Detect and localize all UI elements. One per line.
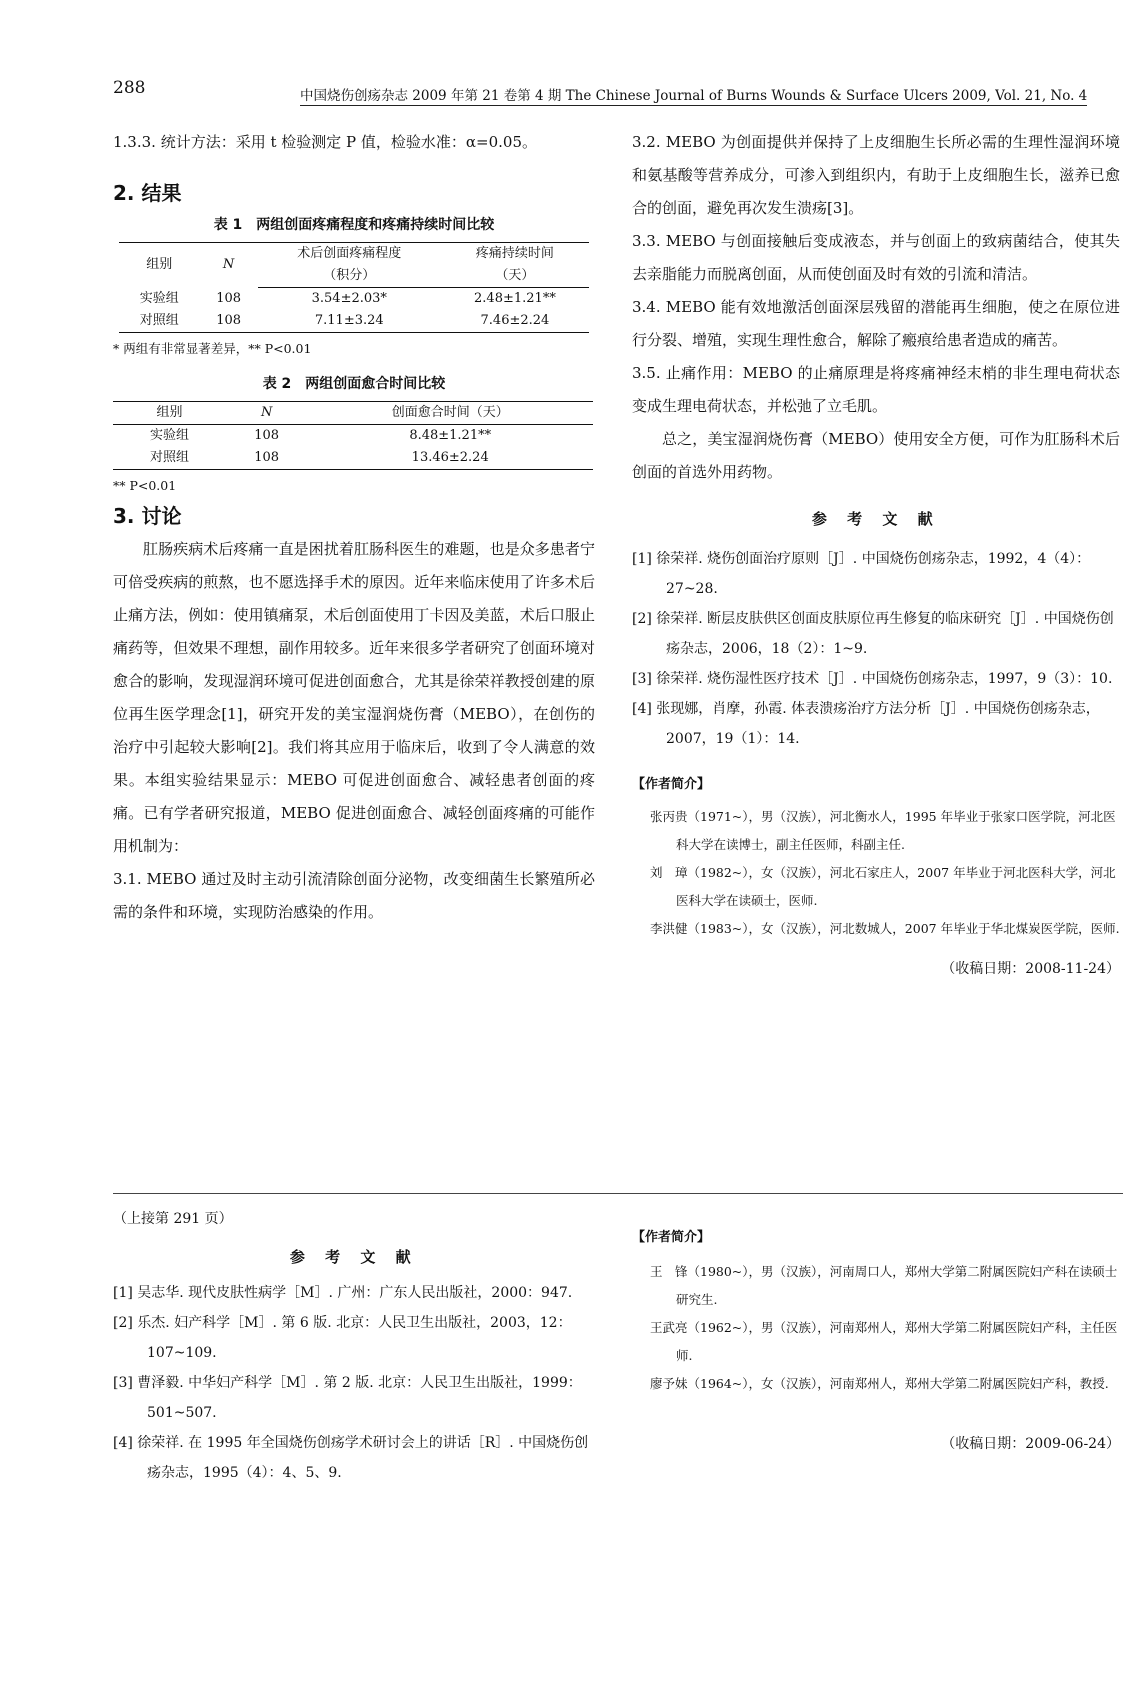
point-3-3: 3.3. MEBO 与创面接触后变成液态，并与创面上的致病菌结合，使其失去亲脂能力而脱离创面，从而使创面及时有效的引流和清洁。 <box>632 232 1120 283</box>
table2-caption: 表 2 两组创面愈合时间比较 <box>262 376 446 392</box>
author-item: 张丙贵（1971~），男（汉族），河北衡水人，1995 年毕业于张家口医学院，河北医科大学在读博士，副主任医师，科副主任. <box>650 809 1116 852</box>
t2-col-group: 组别 <box>113 402 226 425</box>
table-row <box>113 447 593 470</box>
reference-item: [2] 徐荣祥. 断层皮肤供区创面皮肤原位再生修复的临床研究［J］. 中国烧伤创疡杂志，2006，18（2）：1~9. <box>632 611 1114 657</box>
point-3-1: 3.1. MEBO 通过及时主动引流清除创面分泌物，改变细菌生长繁殖所必需的条件和环境，实现防治感染的作用。 <box>113 870 595 921</box>
t1-col-n: N <box>222 257 235 273</box>
received-date: （收稿日期：2008-11-24） <box>941 961 1120 977</box>
t1-col-pain-unit: （积分） <box>258 265 441 288</box>
reference-list <box>113 1278 595 1488</box>
table1-caption: 表 1 两组创面疼痛程度和疼痛持续时间比较 <box>213 217 495 233</box>
t1-col-duration: 疼痛持续时间 <box>475 246 554 261</box>
reference-item: [2] 乐杰. 妇产科学［M］. 第 6 版. 北京：人民卫生出版社，2003，12：107~109. <box>113 1315 572 1361</box>
conclusion: 总之，美宝湿润烧伤膏（MEBO）使用安全方便，可作为肛肠科术后创面的首选外用药物。 <box>632 430 1120 481</box>
bottom-left-block <box>113 1207 595 1488</box>
discussion-heading: 3. 讨论 <box>113 504 182 528</box>
references-heading: 参 考 文 献 <box>289 1248 419 1266</box>
reference-item: [3] 徐荣祥. 烧伤湿性医疗技术［J］. 中国烧伤创疡杂志，1997，9（3）：10. <box>632 671 1113 687</box>
authors-heading: 【作者简介】 <box>632 777 711 792</box>
t1-cell-pain: 7.11±3.24 <box>314 313 384 328</box>
t2-cell-n: 108 <box>254 450 280 465</box>
discussion-paragraph: 肛肠疾病术后疼痛一直是困扰着肛肠科医生的难题，也是众多患者宁可倍受疾病的煎熬，也不愿选择手术的原因。近年来临床使用了许多术后止痛方法，例如：使用镇痛泵，术后创面使用丁卡因及美蓝，术后口服止痛药等，但效果不理想，副作用较多。近年来很多学者研究了创面环境对愈合的影响，发现湿润环境可促进创面愈合，尤其是徐荣祥教授创建的原位再生医学理念[1]，研究开发的美宝湿润烧伤膏（MEBO），在创伤的治疗中引起较大影响[2]。我们将其应用于临床后，收到了令人满意的效果。本组实验结果显示：MEBO 可促进创面愈合、减轻患者创面的疼痛。已有学者研究报道，MEBO 促进创面愈合、减轻创面疼痛的可能作用机制为： <box>113 540 595 855</box>
author-item: 王武亮（1962~），男（汉族），河南郑州人，郑州大学第二附属医院妇产科，主任医师. <box>650 1320 1118 1363</box>
t2-cell-group: 对照组 <box>149 450 189 465</box>
point-3-4: 3.4. MEBO 能有效地激活创面深层残留的潜能再生细胞，使之在原位进行分裂、增殖，实现生理性愈合，解除了瘢痕给患者造成的痛苦。 <box>632 298 1120 349</box>
stat-method: 1.3.3. 统计方法：采用 t 检验测定 P 值，检验水准：α=0.05。 <box>113 133 537 151</box>
author-item: 李洪健（1983~），女（汉族），河北数城人，2007 年毕业于华北煤炭医学院，医师. <box>650 921 1120 936</box>
left-column <box>113 126 595 929</box>
author-list <box>632 803 1120 943</box>
t1-cell-group: 对照组 <box>139 313 179 328</box>
running-title: 中国烧伤创疡杂志 2009 年第 21 卷第 4 期 The Chinese Journal of Burns Wounds & Surface Ulcers 2009, Vol. 21, No. 4 <box>300 84 1087 106</box>
author-item: 廖予妹（1964~），女（汉族），河南郑州人，郑州大学第二附属医院妇产科，教授. <box>650 1376 1109 1391</box>
t2-cell-heal: 13.46±2.24 <box>411 450 489 465</box>
received-date: （收稿日期：2009-06-24） <box>941 1436 1120 1452</box>
results-heading: 2. 结果 <box>113 181 182 205</box>
table2 <box>113 401 593 470</box>
page-number: 288 <box>113 78 146 98</box>
table-row <box>113 425 593 448</box>
reference-item: [4] 张现娜，肖摩，孙霞. 体表溃疡治疗方法分析［J］. 中国烧伤创疡杂志，2007，19（1）：14. <box>632 701 1100 747</box>
reference-list <box>632 544 1120 754</box>
t2-col-n: N <box>226 402 308 425</box>
continued-note: （上接第 291 页） <box>113 1211 233 1227</box>
t1-cell-n: 108 <box>216 313 242 328</box>
author-item: 刘 璋（1982~），女（汉族），河北石家庄人，2007 年毕业于河北医科大学，河北医科大学在读硕士，医师. <box>650 865 1116 908</box>
references-heading: 参 考 文 献 <box>811 510 941 528</box>
t1-col-pain: 术后创面疼痛程度 <box>297 246 402 261</box>
authors-heading: 【作者简介】 <box>632 1230 711 1245</box>
table1-note: * 两组有非常显著差异，** P<0.01 <box>113 341 312 356</box>
t1-cell-duration: 2.48±1.21** <box>474 291 556 306</box>
reference-item: [1] 吴志华. 现代皮肤性病学［M］. 广州：广东人民出版社，2000：947. <box>113 1285 573 1301</box>
reference-item: [3] 曹泽毅. 中华妇产科学［M］. 第 2 版. 北京：人民卫生出版社，1999：501~507. <box>113 1375 582 1421</box>
table2-note: ** P<0.01 <box>113 478 177 493</box>
t1-cell-duration: 7.46±2.24 <box>480 313 550 328</box>
author-item: 王 锋（1980~），男（汉族），河南周口人，郑州大学第二附属医院妇产科在读硕士研究生. <box>650 1264 1118 1307</box>
section-divider <box>113 1193 1123 1194</box>
t1-cell-group: 实验组 <box>139 290 179 306</box>
t1-col-group: 组别 <box>146 257 173 273</box>
t1-cell-n: 108 <box>216 290 242 306</box>
t2-cell-group: 实验组 <box>149 428 189 443</box>
table-row <box>119 288 589 311</box>
reference-item: [1] 徐荣祥. 烧伤创面治疗原则［J］. 中国烧伤创疡杂志，1992，4（4）：27~28. <box>632 551 1091 597</box>
right-column <box>632 126 1120 986</box>
t2-cell-n: 108 <box>254 428 280 443</box>
point-3-2: 3.2. MEBO 为创面提供并保持了上皮细胞生长所必需的生理性湿润环境和氨基酸等营养成分，可渗入到组织内，有助于上皮细胞生长，滋养已愈合的创面，避免再次发生溃疡[3]。 <box>632 133 1120 217</box>
author-list <box>632 1258 1120 1398</box>
point-3-5: 3.5. 止痛作用：MEBO 的止痛原理是将疼痛神经末梢的非生理电荷状态变成生理电荷状态，并松弛了立毛肌。 <box>632 364 1120 415</box>
t2-cell-heal: 8.48±1.21** <box>409 428 492 443</box>
t2-col-heal: 创面愈合时间（天） <box>307 402 593 425</box>
bottom-right-block <box>632 1207 1120 1461</box>
table1 <box>119 242 589 333</box>
t1-cell-pain: 3.54±2.03* <box>311 291 387 306</box>
reference-item: [4] 徐荣祥. 在 1995 年全国烧伤创疡学术研讨会上的讲话［R］. 中国烧伤创疡杂志，1995（4）：4、5、9. <box>113 1435 589 1481</box>
table-row <box>119 310 589 333</box>
t1-col-duration-unit: （天） <box>441 265 589 288</box>
